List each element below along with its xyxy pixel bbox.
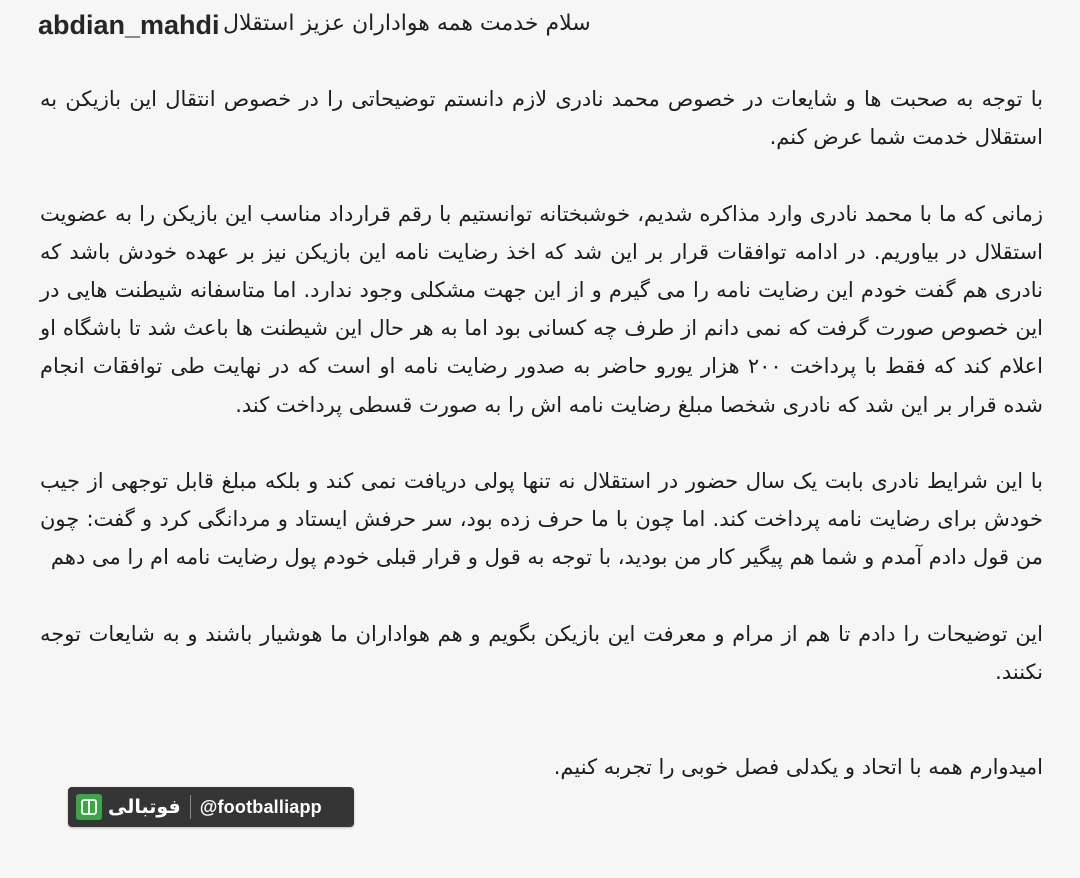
username[interactable]: abdian_mahdi <box>38 10 220 40</box>
paragraph-intro: با توجه به صحبت ها و شایعات در خصوص محمد نادری لازم دانستم توضیحاتی را در خصوص انتقال این بازیکن به استقلال خدمت شما عرض کنم. <box>40 87 1043 150</box>
paragraph-explanation: این توضیحات را دادم تا هم از مرام و معرفت این بازیکن بگویم و هم هواداران ما هوشیار باشند و به شایعات توجه نکنند. <box>40 621 1043 684</box>
footballi-logo-icon <box>76 794 102 820</box>
watermark-divider <box>190 795 191 819</box>
statement-body <box>40 80 1043 786</box>
paragraph-conditions: با این شرایط نادری بابت یک سال حضور در استقلال نه تنها پولی دریافت نمی کند و بلکه مبلغ قابل توجهی از جیب خودش برای رضایت نامه پرداخت کند. اما چون با ما حرف زده بود، سر حرفش ایستاد و مردانگی کرد و گفت: چون من قول دادم آمدم و شما هم پیگیر کار من بودید، با توجه به قول و قرار قبلی خودم پول رضایت نامه ام را می دهم <box>40 469 1043 570</box>
watermark-brand: فوتبالی <box>108 796 181 818</box>
paragraph-negotiation: زمانی که ما با محمد نادری وارد مذاکره شدیم، خوشبختانه توانستیم با رقم قرارداد مناسب این بازیکن را به عضویت استقلال در بیاوریم. در ادامه توافقات قرار بر این شد که اخذ رضایت نامه این بازیکن نیز بر عهده خودش باشد که نادری هم گفت خودم این رضایت نامه را می گیرم و از این جهت مشکلی وجود ندارد. اما متاسفانه شیطنت هایی در این خصوص صورت گرفت که نمی دانم از طرف چه کسانی بود اما به هر حال این شیطنت ها باعث شد تا باشگاه او اعلام کند که فقط با پرداخت ۲۰۰ هزار یورو حاضر به صدور رضایت نامه او است که در نهایت طی توافقات انجام شده قرار بر این شد که نادری شخصا مبلغ رضایت نامه اش را به صورت قسطی پرداخت کند. <box>40 201 1043 417</box>
post-header <box>38 8 1038 48</box>
watermark-handle: @footballiapp <box>199 796 322 817</box>
greeting-text: سلام خدمت همه هواداران عزیز استقلال <box>223 11 591 36</box>
paragraph-closing: امیدوارم همه با اتحاد و یکدلی فصل خوبی را تجربه کنیم. <box>553 755 1043 780</box>
footballi-watermark <box>68 787 354 827</box>
